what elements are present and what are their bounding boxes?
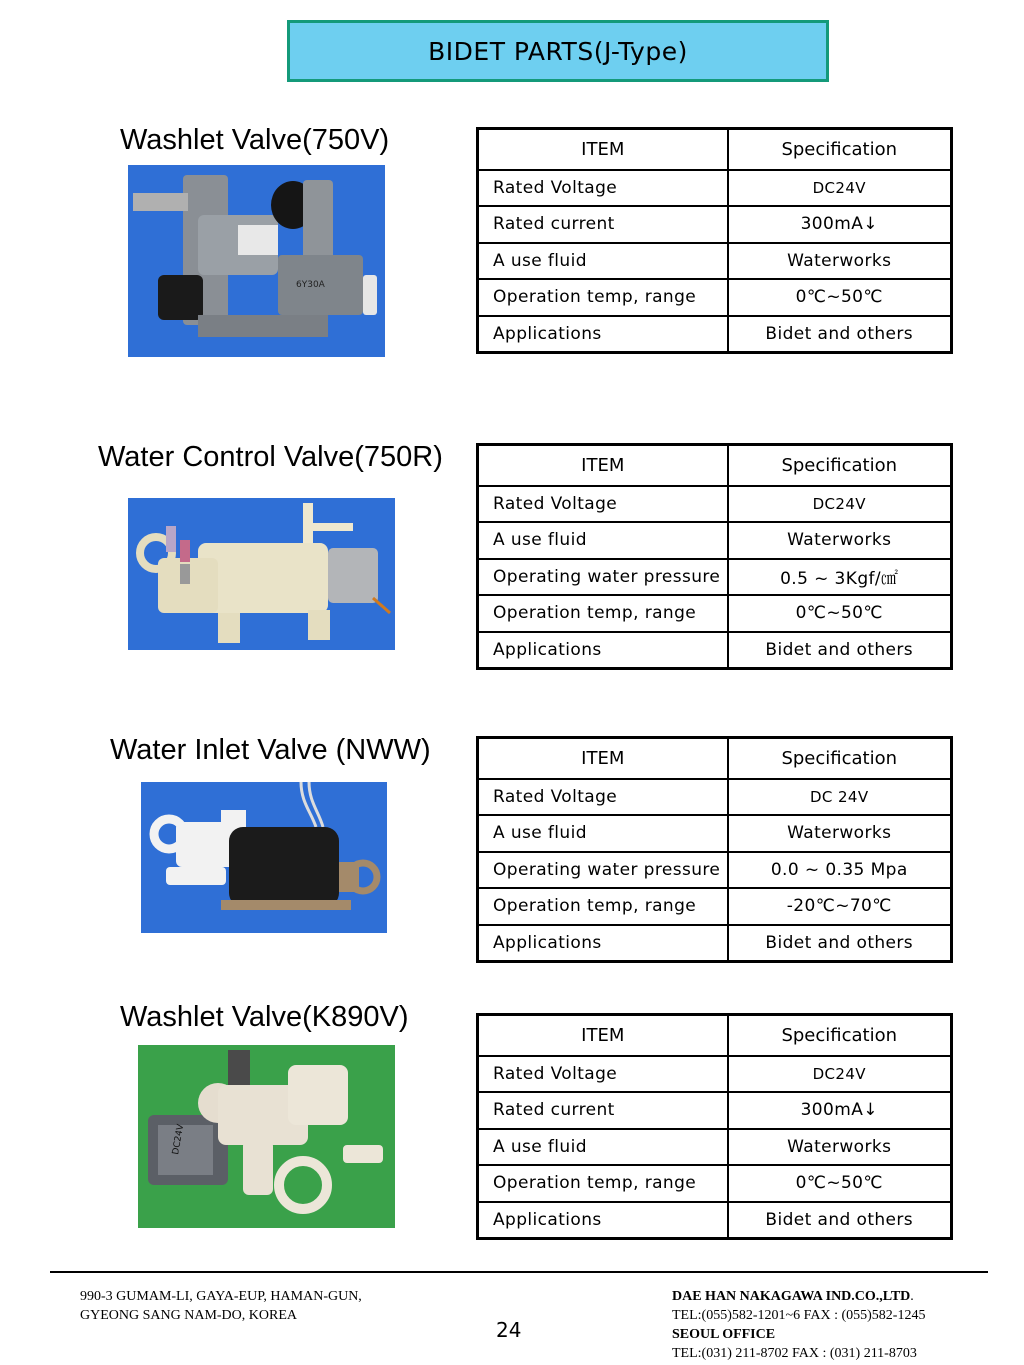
table-row bbox=[478, 1092, 952, 1129]
table-row bbox=[478, 1129, 952, 1166]
table-row bbox=[478, 559, 952, 596]
spec-value: Bidet and others bbox=[728, 925, 952, 962]
seoul-office-tel: TEL:(031) 211-8702 FAX : (031) 211-8703 bbox=[672, 1346, 917, 1361]
spec-item: A use fluid bbox=[478, 243, 728, 280]
table-row bbox=[478, 632, 952, 669]
photo-water-inlet-valve-nww bbox=[141, 782, 387, 933]
photo-water-control-valve-750r bbox=[128, 498, 395, 650]
table-row bbox=[478, 522, 952, 559]
spec-item: Operation temp, range bbox=[478, 888, 728, 925]
spec-item: Rated Voltage bbox=[478, 170, 728, 207]
spec-value: 0℃~50℃ bbox=[728, 595, 952, 632]
column-header-item: ITEM bbox=[478, 445, 728, 486]
table-row bbox=[478, 170, 952, 207]
spec-value: Bidet and others bbox=[728, 632, 952, 669]
column-header-specification: Specification bbox=[728, 129, 952, 170]
seoul-office-label: SEOUL OFFICE bbox=[672, 1327, 776, 1342]
spec-value: -20℃~70℃ bbox=[728, 888, 952, 925]
table-row bbox=[478, 815, 952, 852]
spec-table-washlet-750v bbox=[476, 127, 953, 354]
spec-value: DC24V bbox=[728, 170, 952, 207]
table-row bbox=[478, 316, 952, 353]
spec-value: Bidet and others bbox=[728, 1202, 952, 1239]
photo-washlet-valve-k890v bbox=[138, 1045, 395, 1228]
page-title: BIDET PARTS(J-Type) bbox=[428, 36, 688, 66]
column-header-item: ITEM bbox=[478, 1015, 728, 1056]
footer-divider bbox=[50, 1271, 988, 1273]
spec-value: 0℃~50℃ bbox=[728, 1165, 952, 1202]
address-line-2: GYEONG SANG NAM-DO, KOREA bbox=[80, 1308, 297, 1323]
column-header-item: ITEM bbox=[478, 738, 728, 779]
spec-item: Operation temp, range bbox=[478, 595, 728, 632]
photo-washlet-valve-750v bbox=[128, 165, 385, 357]
spec-table-water-control-750r bbox=[476, 443, 953, 670]
spec-item: Operating water pressure bbox=[478, 852, 728, 889]
company-tel: TEL:(055)582-1201~6 FAX : (055)582-1245 bbox=[672, 1308, 926, 1323]
column-header-specification: Specification bbox=[728, 738, 952, 779]
page-title-box bbox=[287, 20, 829, 82]
table-row bbox=[478, 852, 952, 889]
column-header-specification: Specification bbox=[728, 1015, 952, 1056]
table-header-row bbox=[478, 129, 952, 170]
spec-value: Bidet and others bbox=[728, 316, 952, 353]
section-title-water-control-750r: Water Control Valve(750R) bbox=[98, 441, 443, 473]
spec-item: Applications bbox=[478, 1202, 728, 1239]
spec-item: Rated Voltage bbox=[478, 486, 728, 523]
table-row bbox=[478, 1165, 952, 1202]
spec-item: Operation temp, range bbox=[478, 1165, 728, 1202]
spec-item: A use fluid bbox=[478, 815, 728, 852]
table-header-row bbox=[478, 1015, 952, 1056]
spec-item: Applications bbox=[478, 925, 728, 962]
section-title-water-inlet-nww: Water Inlet Valve (NWW) bbox=[110, 734, 431, 766]
photo-part-label: DC24V bbox=[171, 1123, 187, 1156]
column-header-item: ITEM bbox=[478, 129, 728, 170]
spec-item: Rated current bbox=[478, 1092, 728, 1129]
footer-company-info bbox=[672, 1287, 925, 1363]
spec-value: 0.0 ~ 0.35 Mpa bbox=[728, 852, 952, 889]
spec-value: 0.5 ~ 3Kgf/㎠ bbox=[728, 559, 952, 596]
table-header-row bbox=[478, 738, 952, 779]
company-name-dot: . bbox=[910, 1289, 914, 1304]
spec-value: Waterworks bbox=[728, 815, 952, 852]
table-row bbox=[478, 243, 952, 280]
spec-item: Rated Voltage bbox=[478, 1056, 728, 1093]
spec-table-washlet-k890v bbox=[476, 1013, 953, 1240]
table-row bbox=[478, 486, 952, 523]
table-row bbox=[478, 1056, 952, 1093]
spec-item: Operating water pressure bbox=[478, 559, 728, 596]
spec-value: 0℃~50℃ bbox=[728, 279, 952, 316]
table-row bbox=[478, 779, 952, 816]
spec-table-water-inlet-nww bbox=[476, 736, 953, 963]
photo-part-label: 6Y30A bbox=[296, 280, 325, 290]
spec-item: A use fluid bbox=[478, 1129, 728, 1166]
column-header-specification: Specification bbox=[728, 445, 952, 486]
footer-address bbox=[80, 1287, 362, 1325]
table-row bbox=[478, 595, 952, 632]
section-title-washlet-k890v: Washlet Valve(K890V) bbox=[120, 1001, 409, 1033]
section-title-washlet-750v: Washlet Valve(750V) bbox=[120, 124, 390, 156]
company-name: DAE HAN NAKAGAWA IND.CO.,LTD bbox=[672, 1289, 911, 1304]
spec-value: Waterworks bbox=[728, 243, 952, 280]
table-row bbox=[478, 888, 952, 925]
spec-item: Applications bbox=[478, 632, 728, 669]
spec-value: Waterworks bbox=[728, 522, 952, 559]
spec-value: DC24V bbox=[728, 486, 952, 523]
spec-value: DC24V bbox=[728, 1056, 952, 1093]
table-row bbox=[478, 206, 952, 243]
page-number: 24 bbox=[496, 1318, 522, 1342]
table-row bbox=[478, 1202, 952, 1239]
spec-item: Rated Voltage bbox=[478, 779, 728, 816]
spec-item: Operation temp, range bbox=[478, 279, 728, 316]
spec-item: Rated current bbox=[478, 206, 728, 243]
table-row bbox=[478, 279, 952, 316]
spec-item: Applications bbox=[478, 316, 728, 353]
table-row bbox=[478, 925, 952, 962]
spec-value: Waterworks bbox=[728, 1129, 952, 1166]
address-line-1: 990-3 GUMAM-LI, GAYA-EUP, HAMAN-GUN, bbox=[80, 1289, 362, 1304]
spec-value: DC 24V bbox=[728, 779, 952, 816]
spec-value: 300mA↓ bbox=[728, 206, 952, 243]
spec-item: A use fluid bbox=[478, 522, 728, 559]
spec-value: 300mA↓ bbox=[728, 1092, 952, 1129]
table-header-row bbox=[478, 445, 952, 486]
